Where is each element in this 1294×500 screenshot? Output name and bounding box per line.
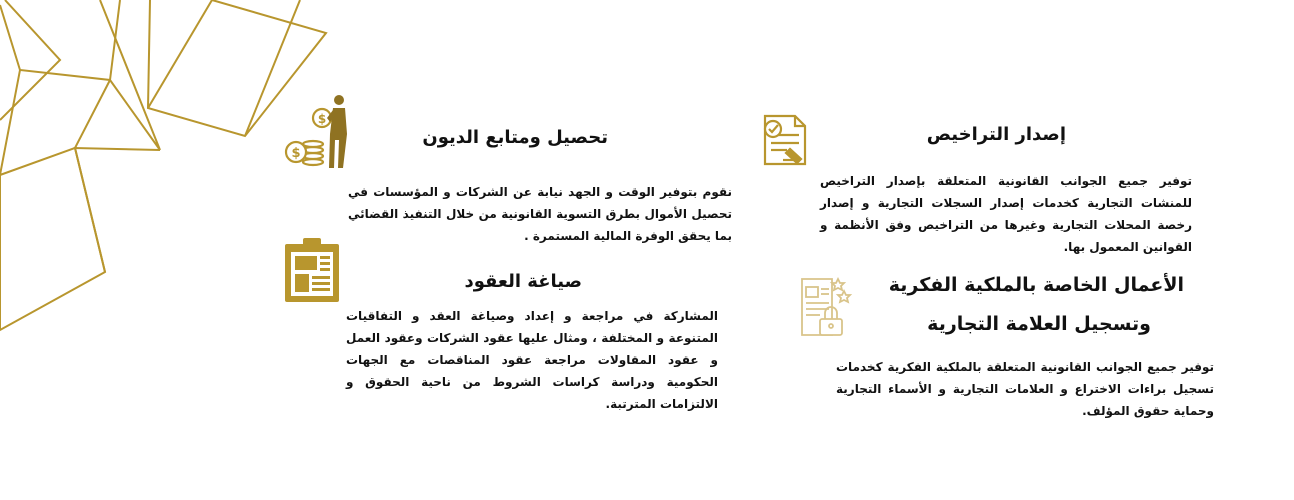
debt-collection-icon [283, 94, 355, 170]
licenses-body: توفير جميع الجوانب القانونية المتعلقة بإصدار التراخيص للمنشات التجارية كخدمات إصدار السجلات التجارية و إصدار رخصة المحلات التجارية وغيرها من التراخيص وفق الأنظمة و القوانين المعمول بها. [820, 174, 1192, 254]
svg-text:$: $ [317, 112, 327, 126]
trademark-certificate-icon [796, 275, 854, 341]
licenses-title: إصدار التراخيص [926, 124, 1066, 145]
svg-text:$: $ [291, 146, 301, 161]
debts-body: نقوم بتوفير الوقت و الجهد نيابة عن الشركات و المؤسسات في تحصيل الأموال بطرق التسوية القانونية من خلال التنفيذ القضائي بما يحقق الوفرة المالية المستمرة . [348, 185, 732, 243]
contract-clipboard-icon [283, 238, 341, 304]
ip-title-line1: الأعمال الخاصة بالملكية الفكرية [888, 274, 1184, 296]
contracts-body: المشاركة في مراجعة و إعداد وصياغة العقد و التفاقيات المتنوعة و المختلفة ، ومثال عليها عقود الشركات وعقود العمل و عقود المقاولات مراجعة عقود المناقصات مع الجهات الحكومية ودراسة كراسات الشروط من ناحية الحقوق و الالتزامات المترتبة. [346, 309, 718, 411]
ip-body: توفير جميع الجوانب القانونية المتعلقة بالملكية الفكرية كخدمات تسجيل براءات الاختراع و العلامات التجارية و الأسماء التجارية وحماية حقوق المؤلف. [836, 360, 1214, 418]
contracts-title: صياغة العقود [464, 271, 582, 292]
ip-title-line2: وتسجيل العلامة التجارية [927, 313, 1151, 335]
license-document-icon [757, 113, 813, 167]
debts-title: تحصيل ومتابع الديون [422, 127, 608, 148]
